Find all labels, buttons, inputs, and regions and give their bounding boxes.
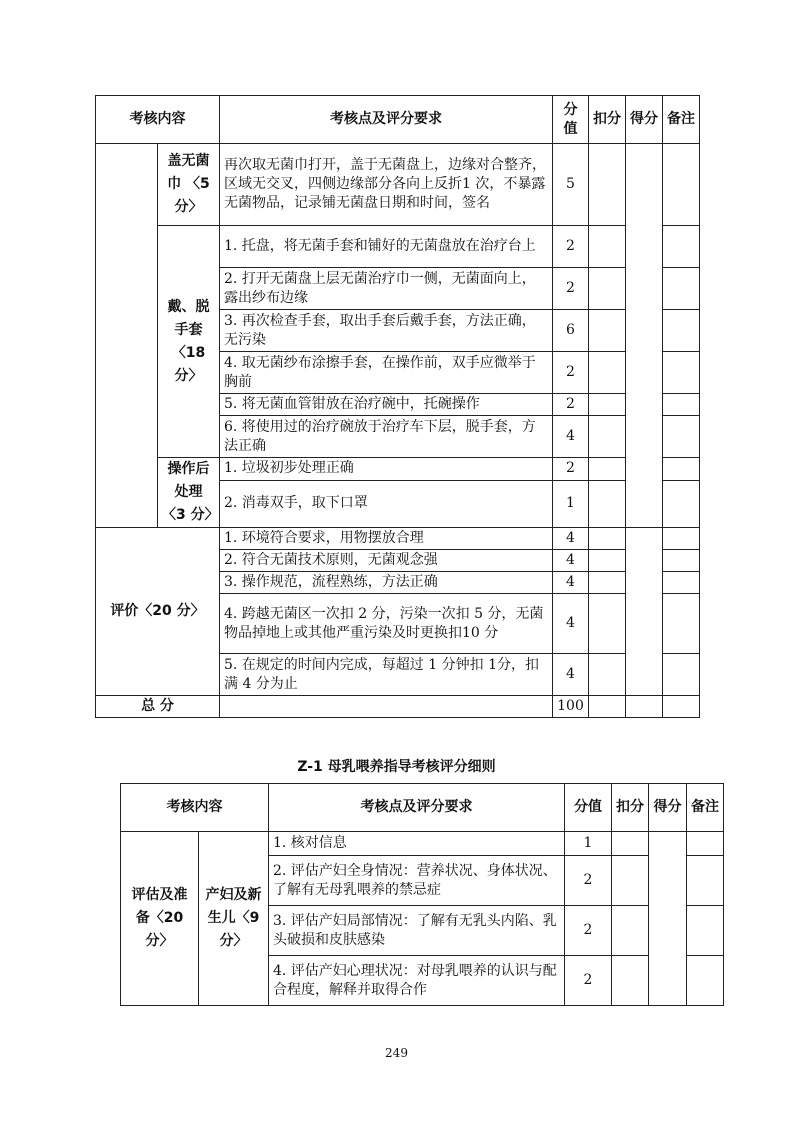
item-text: 2. 评估产妇全身情况：营养状况、身体状况、了解有无母乳喂养的禁忌症: [269, 856, 565, 906]
item-text: 4. 取无菌纱布涂擦手套，在操作前，双手应微举于胸前: [220, 352, 553, 394]
inner-section-label: 产妇及新生儿〈9 分〉: [199, 832, 269, 1006]
header-points: 考核点及评分要求: [220, 96, 553, 144]
table-header-row: [96, 96, 700, 144]
table-header-row: [121, 784, 724, 832]
header-content: 考核内容: [121, 784, 269, 832]
item-text: 3. 评估产妇局部情况：了解有无乳头内陷、乳头破损和皮肤感染: [269, 906, 565, 956]
item-score: 2: [553, 458, 589, 481]
got-cell: [649, 832, 687, 1006]
item-score: 1: [553, 480, 589, 527]
header-score: 分值: [565, 784, 612, 832]
table-row: [96, 458, 700, 481]
section-label: 戴、脱手套〈18 分〉: [158, 226, 220, 458]
header-score: 分值: [553, 96, 589, 144]
got-cell: [626, 696, 663, 718]
deduct-cell: [589, 416, 626, 458]
header-got: 得分: [626, 96, 663, 144]
remark-cell: [663, 528, 700, 550]
item-score: 4: [553, 572, 589, 594]
remark-cell: [663, 268, 700, 310]
header-remark: 备注: [663, 96, 700, 144]
deduct-cell: [589, 696, 626, 718]
table-row: [121, 832, 724, 856]
deduct-cell: [589, 572, 626, 594]
deduct-cell: [612, 832, 649, 856]
item-text: 6. 将使用过的治疗碗放于治疗车下层，脱手套，方法正确: [220, 416, 553, 458]
remark-cell: [663, 394, 700, 416]
item-score: 4: [553, 654, 589, 696]
table-row: [96, 226, 700, 268]
deduct-cell: [612, 856, 649, 906]
total-points-cell: [220, 696, 553, 718]
item-score: 2: [553, 394, 589, 416]
item-text: 2. 消毒双手，取下口罩: [220, 480, 553, 527]
deduct-cell: [589, 144, 626, 226]
section-label: 操作后处理 〈3 分〉: [158, 458, 220, 528]
scoring-table-2: [120, 783, 724, 1006]
page-number: 249: [385, 1046, 408, 1060]
remark-cell: [663, 654, 700, 696]
remark-cell: [687, 906, 724, 956]
item-text: 2. 打开无菌盘上层无菌治疗巾一侧，无菌面向上，露出纱布边缘: [220, 268, 553, 310]
item-score: 4: [553, 594, 589, 654]
deduct-cell: [589, 528, 626, 550]
remark-cell: [663, 144, 700, 226]
deduct-cell: [589, 394, 626, 416]
table-row: [96, 144, 700, 226]
header-content: 考核内容: [96, 96, 220, 144]
item-score: 4: [553, 550, 589, 572]
remark-cell: [663, 696, 700, 718]
table-row: [96, 528, 700, 550]
header-deduct: 扣分: [612, 784, 649, 832]
deduct-cell: [612, 956, 649, 1006]
remark-cell: [663, 352, 700, 394]
table-caption: Z-1 母乳喂养指导考核评分细则: [297, 759, 496, 775]
total-score: 100: [553, 696, 589, 718]
got-cell: [626, 144, 663, 528]
header-got: 得分: [649, 784, 687, 832]
got-cell: [626, 528, 663, 696]
deduct-cell: [589, 268, 626, 310]
header-remark: 备注: [687, 784, 724, 832]
total-row: [96, 696, 700, 718]
item-text: 3. 再次检查手套，取出手套后戴手套，方法正确，无污染: [220, 310, 553, 352]
remark-cell: [663, 416, 700, 458]
outer-section-label: 评估及准备〈20 分〉: [121, 832, 199, 1006]
deduct-cell: [589, 594, 626, 654]
remark-cell: [663, 458, 700, 481]
evaluation-label: 评价〈20 分〉: [96, 528, 220, 696]
remark-cell: [687, 956, 724, 1006]
scoring-table-1: [95, 95, 700, 718]
item-text: 4. 评估产妇心理状况：对母乳喂养的认识与配合程度，解释并取得合作: [269, 956, 565, 1006]
item-score: 6: [553, 310, 589, 352]
section-label: 盖无菌巾 〈5 分〉: [158, 144, 220, 226]
deduct-cell: [589, 458, 626, 481]
item-score: 2: [553, 352, 589, 394]
item-score: 1: [565, 832, 612, 856]
remark-cell: [663, 572, 700, 594]
item-text: 5. 将无菌血管钳放在治疗碗中，托碗操作: [220, 394, 553, 416]
item-text: 4. 跨越无菌区一次扣 2 分，污染一次扣 5 分，无菌物品掉地上或其他严重污染及时更换扣10 分: [220, 594, 553, 654]
deduct-cell: [589, 310, 626, 352]
deduct-cell: [589, 226, 626, 268]
total-label: 总 分: [96, 696, 220, 718]
remark-cell: [687, 832, 724, 856]
item-score: 2: [553, 268, 589, 310]
item-score: 2: [565, 856, 612, 906]
item-score: 4: [553, 416, 589, 458]
item-text: 5. 在规定的时间内完成，每超过 1 分钟扣 1分，扣满 4 分为止: [220, 654, 553, 696]
remark-cell: [663, 550, 700, 572]
header-deduct: 扣分: [589, 96, 626, 144]
deduct-cell: [612, 906, 649, 956]
deduct-cell: [589, 480, 626, 527]
header-points: 考核点及评分要求: [269, 784, 565, 832]
item-score: 4: [553, 528, 589, 550]
item-score: 2: [565, 906, 612, 956]
item-text: 再次取无菌巾打开，盖于无菌盘上，边缘对合整齐，区域无交叉，四侧边缘部分各向上反折1 次，不暴露无菌物品，记录铺无菌盘日期和时间，签名: [220, 144, 553, 226]
item-text: 1. 环境符合要求，用物摆放合理: [220, 528, 553, 550]
deduct-cell: [589, 352, 626, 394]
remark-cell: [663, 226, 700, 268]
item-text: 1. 垃圾初步处理正确: [220, 458, 553, 481]
remark-cell: [687, 856, 724, 906]
deduct-cell: [589, 550, 626, 572]
item-score: 2: [553, 226, 589, 268]
item-text: 1. 核对信息: [269, 832, 565, 856]
remark-cell: [663, 480, 700, 527]
empty-outer-cell: [96, 144, 158, 528]
item-score: 5: [553, 144, 589, 226]
item-text: 1. 托盘，将无菌手套和铺好的无菌盘放在治疗台上: [220, 226, 553, 268]
deduct-cell: [589, 654, 626, 696]
remark-cell: [663, 310, 700, 352]
item-text: 3. 操作规范，流程熟练，方法正确: [220, 572, 553, 594]
item-text: 2. 符合无菌技术原则，无菌观念强: [220, 550, 553, 572]
remark-cell: [663, 594, 700, 654]
item-score: 2: [565, 956, 612, 1006]
